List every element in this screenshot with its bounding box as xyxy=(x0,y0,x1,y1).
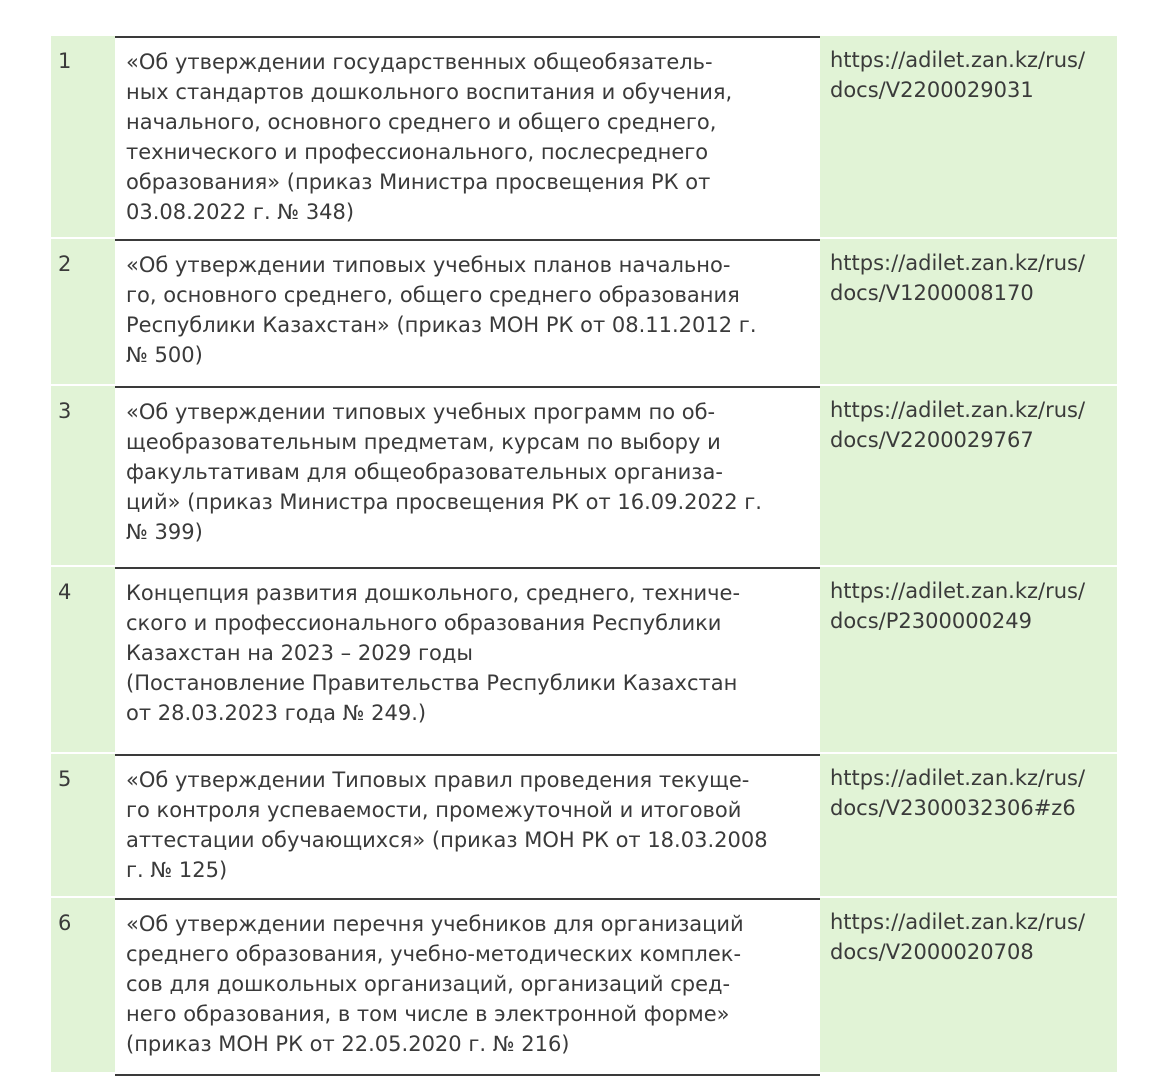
document-title xyxy=(115,567,820,752)
legal-documents-table xyxy=(51,36,1117,1072)
document-title xyxy=(115,36,820,237)
link-line[interactable]: https://adilet.zan.kz/rus/ xyxy=(830,398,1086,422)
row-number: 1 xyxy=(51,36,115,237)
title-line: технического и профессионального, послесреднего xyxy=(126,140,709,164)
link-line[interactable]: docs/V2200029031 xyxy=(830,78,1034,102)
title-line: Казахстан на 2023 – 2029 годы xyxy=(126,641,473,665)
table-row xyxy=(51,239,1117,384)
title-line: сов для дошкольных организаций, организаций сред- xyxy=(126,972,731,996)
title-line: № 500) xyxy=(126,343,203,367)
link-line[interactable]: docs/V2000020708 xyxy=(830,940,1034,964)
title-line: щеобразовательным предметам, курсам по выбору и xyxy=(126,430,721,454)
document-link[interactable] xyxy=(820,386,1117,565)
document-link[interactable] xyxy=(820,567,1117,752)
title-line: образования» (приказ Министра просвещения РК от xyxy=(126,170,711,194)
title-line: ций» (приказ Министра просвещения РК от 16.09.2022 г. xyxy=(126,490,762,514)
title-line: Республики Казахстан» (приказ МОН РК от 08.11.2012 г. xyxy=(126,313,757,337)
table-row xyxy=(51,386,1117,565)
document-title xyxy=(115,754,820,896)
title-line: (Постановление Правительства Республики Казахстан xyxy=(126,671,738,695)
title-line: него образования, в том числе в электронной форме» xyxy=(126,1002,730,1026)
link-line[interactable]: https://adilet.zan.kz/rus/ xyxy=(830,579,1086,603)
row-number: 3 xyxy=(51,386,115,565)
title-line: (приказ МОН РК от 22.05.2020 г. № 216) xyxy=(126,1032,570,1056)
title-line: Концепция развития дошкольного, среднего, техниче- xyxy=(126,581,741,605)
title-line: ского и профессионального образования Республики xyxy=(126,611,722,635)
link-line[interactable]: docs/V2300032306#z6 xyxy=(830,796,1076,820)
title-line: «Об утверждении перечня учебников для организаций xyxy=(126,912,744,936)
link-line[interactable]: docs/V1200008170 xyxy=(830,281,1034,305)
title-line: 03.08.2022 г. № 348) xyxy=(126,200,355,224)
link-line[interactable]: https://adilet.zan.kz/rus/ xyxy=(830,910,1086,934)
document-link[interactable] xyxy=(820,36,1117,237)
link-line[interactable]: https://adilet.zan.kz/rus/ xyxy=(830,251,1086,275)
title-line: начального, основного среднего и общего среднего, xyxy=(126,110,717,134)
title-line: го, основного среднего, общего среднего образования xyxy=(126,283,740,307)
table-row xyxy=(51,567,1117,752)
link-line[interactable]: docs/P2300000249 xyxy=(830,609,1033,633)
document-title xyxy=(115,898,820,1072)
link-line[interactable]: https://adilet.zan.kz/rus/ xyxy=(830,766,1086,790)
title-line: от 28.03.2023 года № 249.) xyxy=(126,701,427,725)
title-line: го контроля успеваемости, промежуточной и итоговой xyxy=(126,798,742,822)
document-link[interactable] xyxy=(820,754,1117,896)
row-number: 6 xyxy=(51,898,115,1072)
document-title xyxy=(115,239,820,384)
title-line: факультативам для общеобразовательных организа- xyxy=(126,460,723,484)
title-line: «Об утверждении государственных общеобязатель- xyxy=(126,50,713,74)
title-line: № 399) xyxy=(126,520,203,544)
title-line: среднего образования, учебно-методических комплек- xyxy=(126,942,742,966)
link-line[interactable]: https://adilet.zan.kz/rus/ xyxy=(830,48,1086,72)
table-row xyxy=(51,754,1117,896)
title-line: «Об утверждении Типовых правил проведения текуще- xyxy=(126,768,750,792)
row-number: 2 xyxy=(51,239,115,384)
document-title xyxy=(115,386,820,565)
title-line: г. № 125) xyxy=(126,858,228,882)
link-line[interactable]: docs/V2200029767 xyxy=(830,428,1034,452)
table-row xyxy=(51,898,1117,1072)
title-line: «Об утверждении типовых учебных программ по об- xyxy=(126,400,716,424)
title-line: ных стандартов дошкольного воспитания и обучения, xyxy=(126,80,733,104)
row-number: 4 xyxy=(51,567,115,752)
document-link[interactable] xyxy=(820,239,1117,384)
title-line: аттестации обучающихся» (приказ МОН РК от 18.03.2008 xyxy=(126,828,768,852)
table-row xyxy=(51,36,1117,237)
row-number: 5 xyxy=(51,754,115,896)
table-bottom-rule xyxy=(115,1074,820,1076)
title-line: «Об утверждении типовых учебных планов начально- xyxy=(126,253,731,277)
document-link[interactable] xyxy=(820,898,1117,1072)
